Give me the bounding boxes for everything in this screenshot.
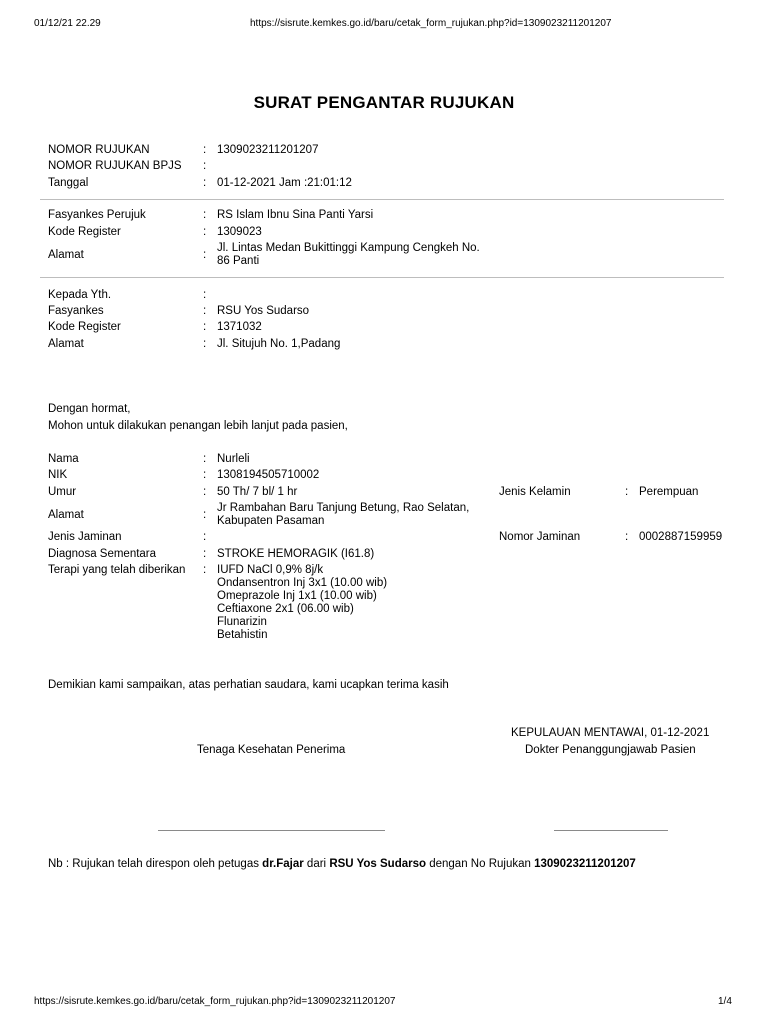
value-alamat-pasien-line1: Jr Rambahan Baru Tanjung Betung, Rao Selatan, [217, 502, 470, 514]
label-nik: NIK [48, 469, 68, 481]
colon: : [203, 486, 207, 498]
value-nomor-rujukan: 1309023211201207 [217, 144, 319, 156]
value-jenis-kelamin: Perempuan [639, 486, 699, 498]
closing-text: Demikian kami sampaikan, atas perhatian saudara, kami ucapkan terima kasih [48, 679, 449, 691]
note-number: 1309023211201207 [534, 858, 636, 870]
label-alamat-perujuk: Alamat [48, 249, 84, 261]
value-alamat-pasien-line2: Kabupaten Pasaman [217, 515, 325, 527]
label-jenis-jaminan: Jenis Jaminan [48, 531, 122, 543]
value-nomor-jaminan: 0002887159959 [639, 531, 723, 543]
label-nama: Nama [48, 453, 79, 465]
page-title: SURAT PENGANTAR RUJUKAN [253, 93, 515, 112]
value-fasyankes-tujuan: RSU Yos Sudarso [217, 305, 310, 317]
note-facility: RSU Yos Sudarso [329, 858, 427, 870]
colon: : [625, 531, 629, 543]
label-kode-register-perujuk: Kode Register [48, 226, 121, 238]
label-diagnosa: Diagnosa Sementara [48, 548, 157, 560]
therapy-item: Flunarizin [217, 616, 267, 628]
greeting-line2: Mohon untuk dilakukan penangan lebih lanjut pada pasien, [48, 420, 348, 432]
label-terapi: Terapi yang telah diberikan [48, 564, 186, 576]
value-fasyankes-perujuk: RS Islam Ibnu Sina Panti Yarsi [217, 209, 374, 221]
therapy-item: Ceftiaxone 2x1 (06.00 wib) [217, 603, 354, 615]
label-alamat-tujuan: Alamat [48, 338, 84, 350]
value-nik: 1308194505710002 [217, 469, 320, 481]
divider [40, 277, 724, 278]
colon: : [203, 177, 207, 189]
label-fasyankes-tujuan: Fasyankes [48, 305, 104, 317]
colon: : [203, 531, 207, 543]
print-header-url[interactable]: https://sisrute.kemkes.go.id/baru/cetak_form_rujukan.php?id=1309023211201207 [250, 18, 612, 29]
signature-line-right [554, 830, 668, 831]
value-diagnosa: STROKE HEMORAGIK (I61.8) [217, 548, 375, 560]
signature-place-date: KEPULAUAN MENTAWAI, 01-12-2021 [511, 727, 710, 739]
label-kepada: Kepada Yth. [48, 289, 112, 301]
label-alamat-pasien: Alamat [48, 509, 84, 521]
colon: : [203, 209, 207, 221]
therapy-item: Omeprazole Inj 1x1 (10.00 wib) [217, 590, 377, 602]
print-datetime: 01/12/21 22.29 [34, 18, 101, 29]
colon: : [203, 321, 207, 333]
colon: : [203, 305, 207, 317]
response-note [48, 858, 636, 871]
therapy-list [217, 564, 387, 642]
colon: : [203, 453, 207, 465]
colon: : [203, 289, 207, 301]
value-alamat-tujuan: Jl. Situjuh No. 1,Padang [217, 338, 341, 350]
signature-left-title: Tenaga Kesehatan Penerima [197, 744, 346, 756]
label-nomor-jaminan: Nomor Jaminan [499, 531, 581, 543]
therapy-item: Betahistin [217, 629, 268, 641]
colon: : [203, 338, 207, 350]
label-nomor-rujukan: NOMOR RUJUKAN [48, 144, 150, 156]
label-jenis-kelamin: Jenis Kelamin [499, 486, 571, 498]
value-nama: Nurleli [217, 453, 250, 465]
divider [40, 199, 724, 200]
note-officer: dr.Fajar [262, 858, 304, 870]
colon: : [203, 564, 207, 576]
label-kode-register-tujuan: Kode Register [48, 321, 121, 333]
print-footer-url[interactable]: https://sisrute.kemkes.go.id/baru/cetak_form_rujukan.php?id=1309023211201207 [34, 996, 396, 1007]
value-kode-register-perujuk: 1309023 [217, 226, 262, 238]
colon: : [203, 249, 207, 261]
signature-right-title: Dokter Penanggungjawab Pasien [525, 744, 696, 756]
colon: : [203, 469, 207, 481]
note-no-text: dengan No Rujukan [426, 858, 535, 870]
label-fasyankes-perujuk: Fasyankes Perujuk [48, 209, 146, 221]
label-nomor-bpjs: NOMOR RUJUKAN BPJS [48, 160, 182, 172]
colon: : [203, 144, 207, 156]
colon: : [203, 548, 207, 560]
colon: : [203, 509, 207, 521]
note-prefix: Nb : Rujukan telah direspon oleh petugas [48, 858, 263, 870]
value-umur: 50 Th/ 7 bl/ 1 hr [217, 486, 298, 498]
note-from: dari [303, 858, 330, 870]
colon: : [625, 486, 629, 498]
greeting-line1: Dengan hormat, [48, 403, 131, 415]
colon: : [203, 160, 207, 172]
therapy-item: Ondansentron Inj 3x1 (10.00 wib) [217, 577, 388, 589]
colon: : [203, 226, 207, 238]
therapy-item: IUFD NaCl 0,9% 8j/k [217, 564, 324, 576]
value-alamat-perujuk-line2: 86 Panti [217, 255, 260, 267]
page-number: 1/4 [718, 996, 732, 1007]
label-umur: Umur [48, 486, 77, 498]
value-tanggal: 01-12-2021 Jam :21:01:12 [217, 177, 352, 189]
signature-line-left [158, 830, 385, 831]
label-tanggal: Tanggal [48, 177, 89, 189]
value-alamat-perujuk-line1: Jl. Lintas Medan Bukittinggi Kampung Cengkeh No. [217, 242, 480, 254]
value-kode-register-tujuan: 1371032 [217, 321, 262, 333]
